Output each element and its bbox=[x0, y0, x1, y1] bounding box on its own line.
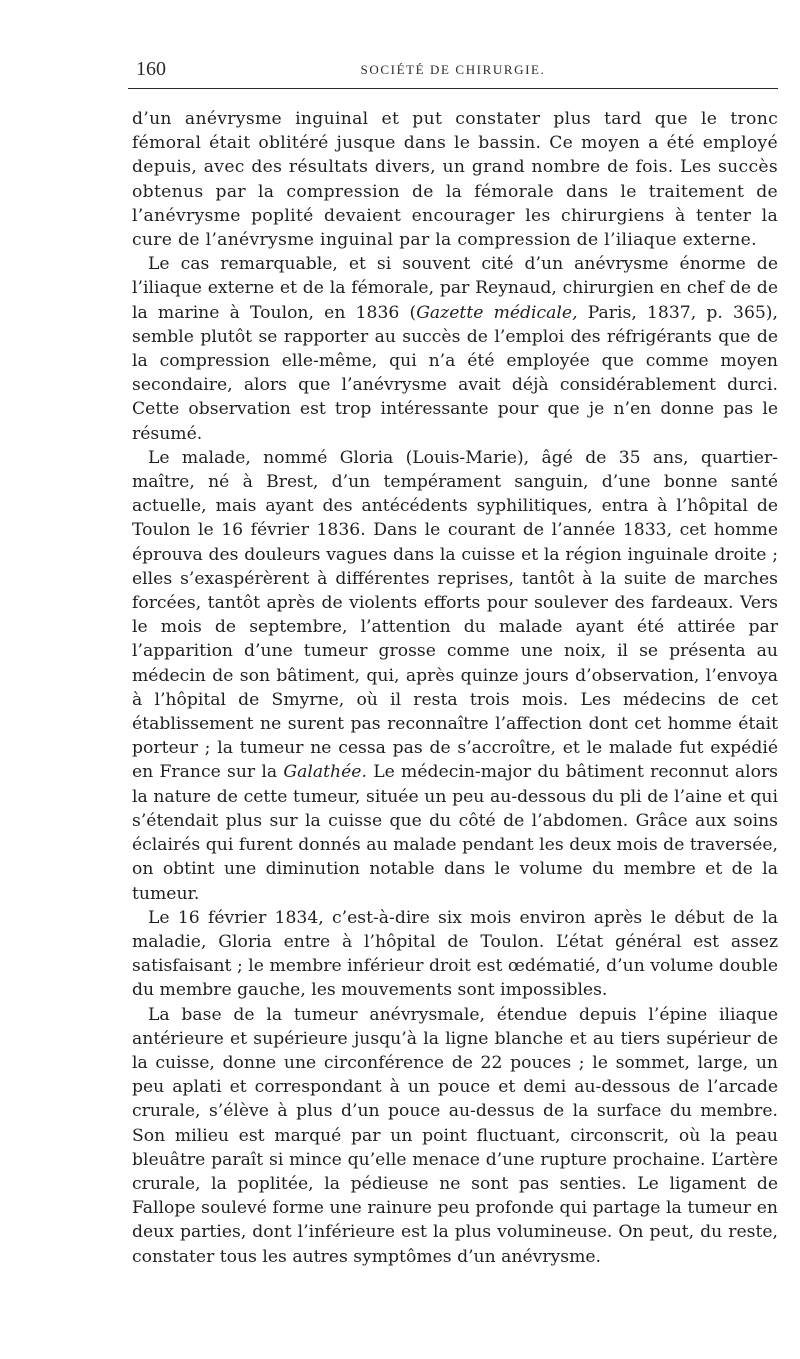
body-text bbox=[128, 107, 778, 1269]
paragraph-2-part-a: Le cas remarquable, et si souvent cité d’un anévrysme énorme de l’iliaque externe et de la fémorale, par Reynaud, chirurgien en chef de de la marine à Toulon, en 1836 ( bbox=[132, 254, 778, 323]
page-header bbox=[128, 58, 778, 89]
ship-name-italic: Galathée. bbox=[283, 762, 367, 783]
paragraph-5: La base de la tumeur anévrysmale, étendue depuis l’épine iliaque antérieure et supérieure jusqu’à la ligne blanche et au tiers supérieur de la cuisse, donne une circonférence de 22 pouces ; le sommet, large, un peu aplati et correspondant à un pouce et demi au-dessous de l’arcade crurale, s’élève à plus d’un pouce au-dessus de la surface du membre. Son milieu est marqué par un point fluctuant, circonscrit, où la peau bleuâtre paraît si mince qu’elle menace d’une rupture prochaine. L’artère crurale, la poplitée, la pédieuse ne sont pas senties. Le ligament de Fallope soulevé forme une rainure peu profonde qui partage la tumeur en deux parties, dont l’inférieure est la plus volumineuse. On peut, du reste, constater tous les autres symptômes d’un anévrysme. bbox=[132, 1004, 778, 1267]
page-number: 160 bbox=[136, 58, 166, 80]
paragraph-2-part-b: Paris, 1837, p. 365), semble plutôt se rapporter au succès de l’emploi des réfrigérants que de la compression elle-même, qui n’a été employée que comme moyen secondaire, alors que l’anévrysme avait déjà considérablement durci. Cette observation est trop intéressante pour que je n’en donne pas le résumé. bbox=[132, 302, 778, 444]
running-title: SOCIÉTÉ DE CHIRURGIE. bbox=[360, 62, 546, 77]
book-page bbox=[128, 58, 778, 1269]
paragraph-3-part-a: Le malade, nommé Gloria (Louis-Marie), âgé de 35 ans, quartier-maître, né à Brest, d’un tempérament sanguin, d’une bonne santé actuelle, mais ayant des antécédents syphilitiques, entra à l’hôpital de Toulon le 16 février 1836. Dans le courant de l’année 1833, cet homme éprouva des douleurs vagues dans la cuisse et la région inguinale droite ; elles s’exaspérèrent à différentes reprises, tantôt à la suite de marches forcées, tantôt après de violents efforts pour soulever des fardeaux. Vers le mois de septembre, l’attention du malade ayant été attirée par l’apparition d’une tumeur grosse comme une noix, il se présenta au médecin de son bâtiment, qui, après quinze jours d’observation, l’envoya à l’hôpital de Smyrne, où il resta trois mois. Les médecins de cet établissement ne surent pas reconnaître l’affection dont cet homme était porteur ; la tumeur ne cessa pas de s’accroître, et le malade fut expédié en France sur la bbox=[132, 447, 778, 783]
paragraph-3 bbox=[132, 446, 778, 906]
paragraph-3-part-b: Le médecin-major du bâtiment reconnut alors la nature de cette tumeur, située un peu au-dessous du pli de l’aine et qui s’étendait plus sur la cuisse que du côté de l’abdomen. Grâce aux soins éclairés qui furent donnés au malade pendant les deux mois de traversée, on obtint une diminution notable dans le volume du membre et de la tumeur. bbox=[132, 762, 778, 904]
paragraph-2 bbox=[132, 252, 778, 446]
paragraph-1: d’un anévrysme inguinal et put constater plus tard que le tronc fémoral était oblitéré jusque dans le bassin. Ce moyen a été employé depuis, avec des résultats divers, un grand nombre de fois. Les succès obtenus par la compression de la fémorale dans le traitement de l’anévrysme poplité devaient encourager les chirurgiens à tenter la cure de l’anévrysme inguinal par la compression de l’iliaque externe. bbox=[132, 109, 778, 251]
paragraph-4: Le 16 février 1834, c’est-à-dire six mois environ après le début de la maladie, Gloria entre à l’hôpital de Toulon. L’état général est assez satisfaisant ; le membre inférieur droit est œdématié, d’un volume double du membre gauche, les mouvements sont impossibles. bbox=[132, 907, 778, 1001]
journal-title-italic: Gazette médicale, bbox=[416, 302, 578, 323]
